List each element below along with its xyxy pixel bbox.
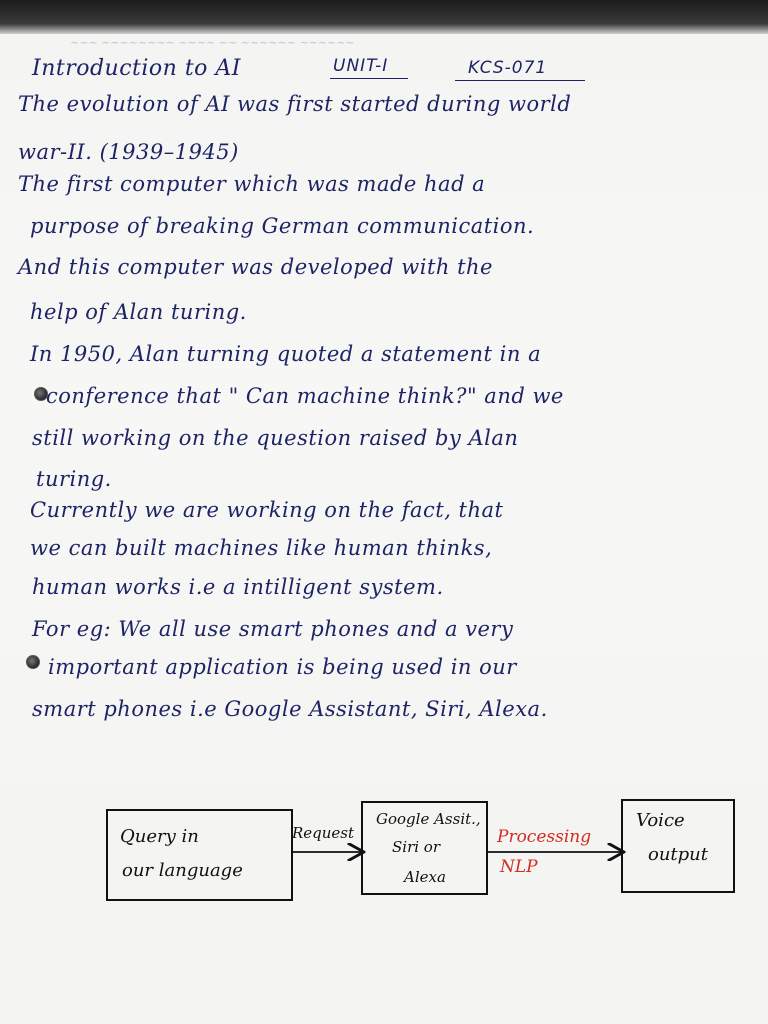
- note-line: Currently we are working on the fact, that: [30, 498, 504, 522]
- assistant-box-line3: Alexa: [404, 868, 446, 886]
- hole-punch-icon: [26, 655, 40, 669]
- note-line: smart phones i.e Google Assistant, Siri, Alexa.: [32, 697, 548, 721]
- note-line: The first computer which was made had a: [18, 172, 486, 196]
- top-edge-shadow: [0, 0, 768, 34]
- unit-underline: [330, 78, 408, 79]
- note-line: In 1950, Alan turning quoted a statement in a: [30, 342, 542, 366]
- flow-diagram: [0, 780, 768, 920]
- query-box: [107, 810, 292, 900]
- note-line: war-II. (1939–1945): [18, 140, 239, 164]
- note-line: And this computer was developed with the: [18, 255, 493, 279]
- nlp-label: NLP: [500, 857, 538, 877]
- query-box-line1: Query in: [120, 826, 199, 847]
- note-line: turing.: [36, 467, 112, 491]
- bleed-through-text: ~~~ ~~~~~~~~ ~~~~ ~~ ~~~~~~ ~~~~~~: [70, 36, 355, 46]
- course-code-underline: [455, 80, 585, 81]
- assistant-box-line1: Google Assit.,: [376, 810, 481, 828]
- unit-label: UNIT-I: [333, 56, 389, 76]
- note-line: important application is being used in our: [48, 655, 517, 679]
- note-line: still working on the question raised by Alan: [32, 426, 519, 450]
- processing-label: Processing: [497, 827, 592, 847]
- note-line: For eg: We all use smart phones and a very: [32, 617, 514, 641]
- course-code: KCS-071: [468, 58, 548, 78]
- note-line: purpose of breaking German communication.: [30, 214, 535, 238]
- assistant-box-line2: Siri or: [392, 838, 441, 856]
- note-line: conference that " Can machine think?" and we: [46, 384, 564, 408]
- note-line: The evolution of AI was first started during world: [18, 92, 572, 116]
- output-box-line1: Voice: [636, 810, 685, 831]
- page-title: Introduction to AI: [32, 56, 241, 81]
- query-box-line2: our language: [122, 860, 243, 881]
- note-line: help of Alan turing.: [30, 300, 247, 324]
- output-box-line2: output: [648, 844, 709, 865]
- request-label: Request: [292, 824, 355, 842]
- note-line: human works i.e a intilligent system.: [32, 575, 444, 599]
- note-line: we can built machines like human thinks,: [30, 536, 493, 560]
